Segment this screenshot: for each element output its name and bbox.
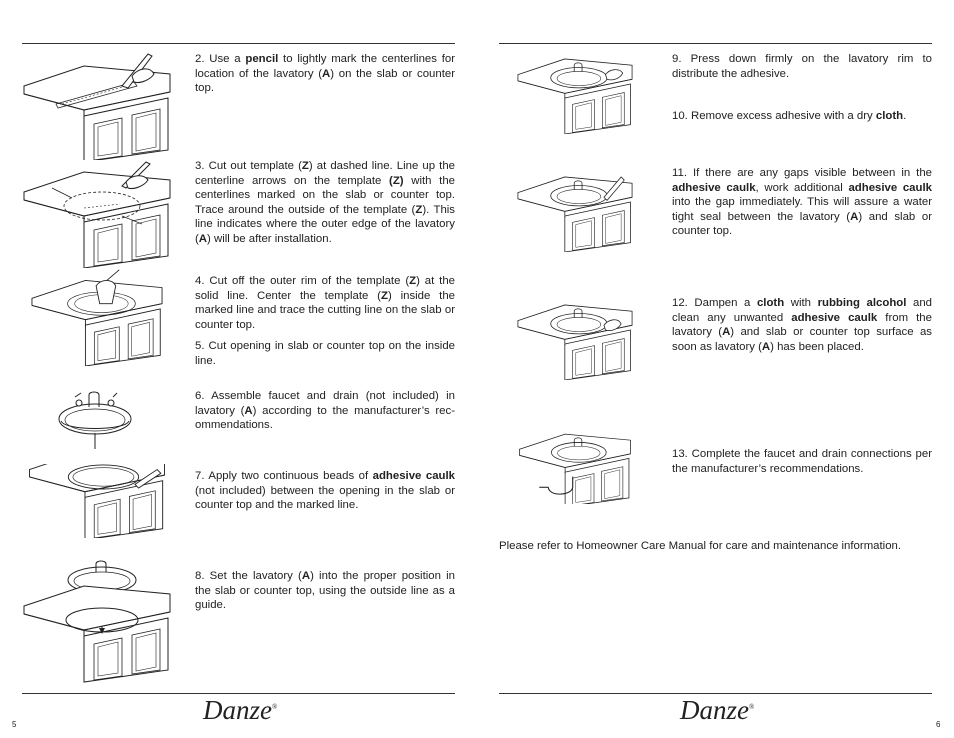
step-13-illustration — [500, 428, 650, 504]
bold-term: Z — [301, 160, 309, 172]
step-paragraph — [195, 469, 455, 513]
step-paragraph — [195, 389, 455, 433]
bold-term: A — [850, 210, 859, 223]
step-paragraph — [195, 274, 455, 332]
step-3-text — [195, 159, 455, 247]
step-paragraph — [195, 569, 455, 613]
step-2-text — [195, 52, 455, 96]
text-run: 8. Set the lavatory ( — [195, 570, 302, 582]
text-run: , work additional — [755, 181, 849, 194]
step-6-illustration — [55, 387, 135, 451]
bold-term: A — [198, 232, 208, 245]
left-bottom-rule — [22, 693, 455, 694]
bold-term: Z — [380, 289, 388, 302]
text-run: with the centerlines marked on the slab or counter top. Trace around the outside of the template ( — [195, 174, 455, 216]
bold-term: A — [244, 404, 253, 417]
bold-term: adhesive caulk — [848, 181, 932, 194]
text-run: . — [903, 110, 907, 122]
bold-term: adhesive caulk — [372, 470, 455, 482]
step-8-text — [195, 569, 455, 613]
text-run: 10. Remove excess adhesive with a dry — [672, 110, 876, 122]
step-5-text — [195, 339, 455, 368]
text-run: 12. Dampen a — [672, 297, 757, 309]
text-run: with — [784, 297, 818, 309]
bold-term: cloth — [756, 297, 785, 309]
text-run: ) has been placed. — [770, 340, 864, 353]
step-paragraph — [195, 339, 455, 368]
text-run: 4. Cut off the outer rim of the template ( — [195, 275, 410, 287]
bold-term: rubbing alcohol — [817, 297, 907, 309]
text-run: 6. Assemble faucet and drain (not included) in lavatory ( — [195, 390, 455, 417]
right-top-rule — [499, 43, 932, 44]
right-bottom-rule — [499, 693, 932, 694]
step-paragraph — [672, 52, 932, 81]
step-6-text — [195, 389, 455, 433]
text-run: ) according to the manufacturer’s rec-ommendations. — [195, 404, 456, 432]
bold-term: A — [322, 67, 331, 80]
step-9-text — [672, 52, 932, 81]
bold-term: Z — [409, 275, 417, 287]
text-run: 5. Cut opening in slab or counter top on the inside line. — [195, 340, 455, 367]
step-4-text — [195, 274, 455, 332]
bold-term: adhesive caulk — [672, 181, 756, 194]
step-3-illustration — [22, 158, 172, 268]
bold-term: cloth — [875, 110, 904, 122]
text-run: and clean any unwanted — [672, 297, 932, 324]
text-run: (not included) between the opening in the slab or counter top and the marked line. — [195, 484, 455, 512]
step-4-illustration — [22, 268, 172, 366]
step-7-text — [195, 469, 455, 513]
text-run: from the lavatory ( — [672, 311, 932, 339]
step-8-illustration — [22, 558, 172, 684]
step-12-text — [672, 296, 932, 354]
step-11-illustration — [500, 166, 650, 252]
bold-term: Z — [415, 203, 423, 216]
text-run: ) into the proper position in the slab or counter top, using the outside line as a guide. — [195, 570, 455, 612]
page-number-right: 6 — [936, 720, 941, 729]
step-paragraph — [195, 52, 455, 96]
bold-term: (Z) — [389, 174, 404, 187]
step-paragraph — [195, 159, 455, 247]
text-run: ) on the slab or counter top. — [195, 67, 455, 95]
text-run: 11. If there are any gaps visible between in the — [672, 167, 932, 179]
step-9-illustration — [500, 48, 650, 134]
text-run: 13. Complete the faucet and drain connections per the manufacturer’s recommendations. — [672, 448, 932, 475]
bold-term: adhesive caulk — [791, 311, 878, 324]
step-2-illustration — [22, 48, 172, 160]
bold-term: A — [761, 340, 771, 353]
text-run: into the gap immediately. This will assure a water tight seal between the lavatory ( — [672, 196, 932, 223]
text-run: ). This line indicates where the outer edge of the lavatory ( — [195, 203, 455, 245]
step-7-illustration — [22, 464, 172, 538]
step-paragraph — [672, 296, 932, 354]
text-run: to lightly mark the centerlines for location of the lavatory ( — [195, 53, 455, 80]
step-12-illustration — [500, 294, 650, 380]
page-number-left: 5 — [12, 720, 17, 729]
text-run: ) and slab or counter top surface as soon as lavatory ( — [672, 326, 933, 353]
text-run: ) will be after installation. — [207, 232, 332, 245]
text-run: ) inside the marked line and trace the cutting line on the slab or counter top. — [195, 289, 456, 331]
step-paragraph — [672, 447, 932, 476]
text-run: 3. Cut out template ( — [195, 160, 302, 172]
text-run: ) at the solid line. Center the template ( — [195, 275, 455, 302]
step-13-text — [672, 447, 932, 476]
text-run: 7. Apply two continuous beads of — [195, 470, 373, 482]
text-run: 9. Press down firmly on the lavatory rim to distribute the adhesive. — [672, 53, 932, 80]
text-run: ) and slab or counter top. — [672, 210, 932, 238]
step-11-text — [672, 166, 932, 239]
step-paragraph — [672, 109, 932, 124]
danze-logo-left: Danze® — [203, 695, 278, 725]
text-run: 2. Use a — [195, 53, 246, 65]
bold-term: pencil — [245, 53, 279, 65]
bold-term: A — [722, 326, 731, 339]
bold-term: A — [301, 570, 311, 582]
step-10-text — [672, 109, 932, 124]
danze-logo-right: Danze® — [680, 695, 755, 725]
step-paragraph — [672, 166, 932, 239]
left-top-rule — [22, 43, 455, 44]
care-note: Please refer to Homeowner Care Manual for care and maintenance information. — [499, 540, 902, 552]
text-run: ) at dashed line. Line up the centerline arrows on the template — [195, 160, 456, 187]
